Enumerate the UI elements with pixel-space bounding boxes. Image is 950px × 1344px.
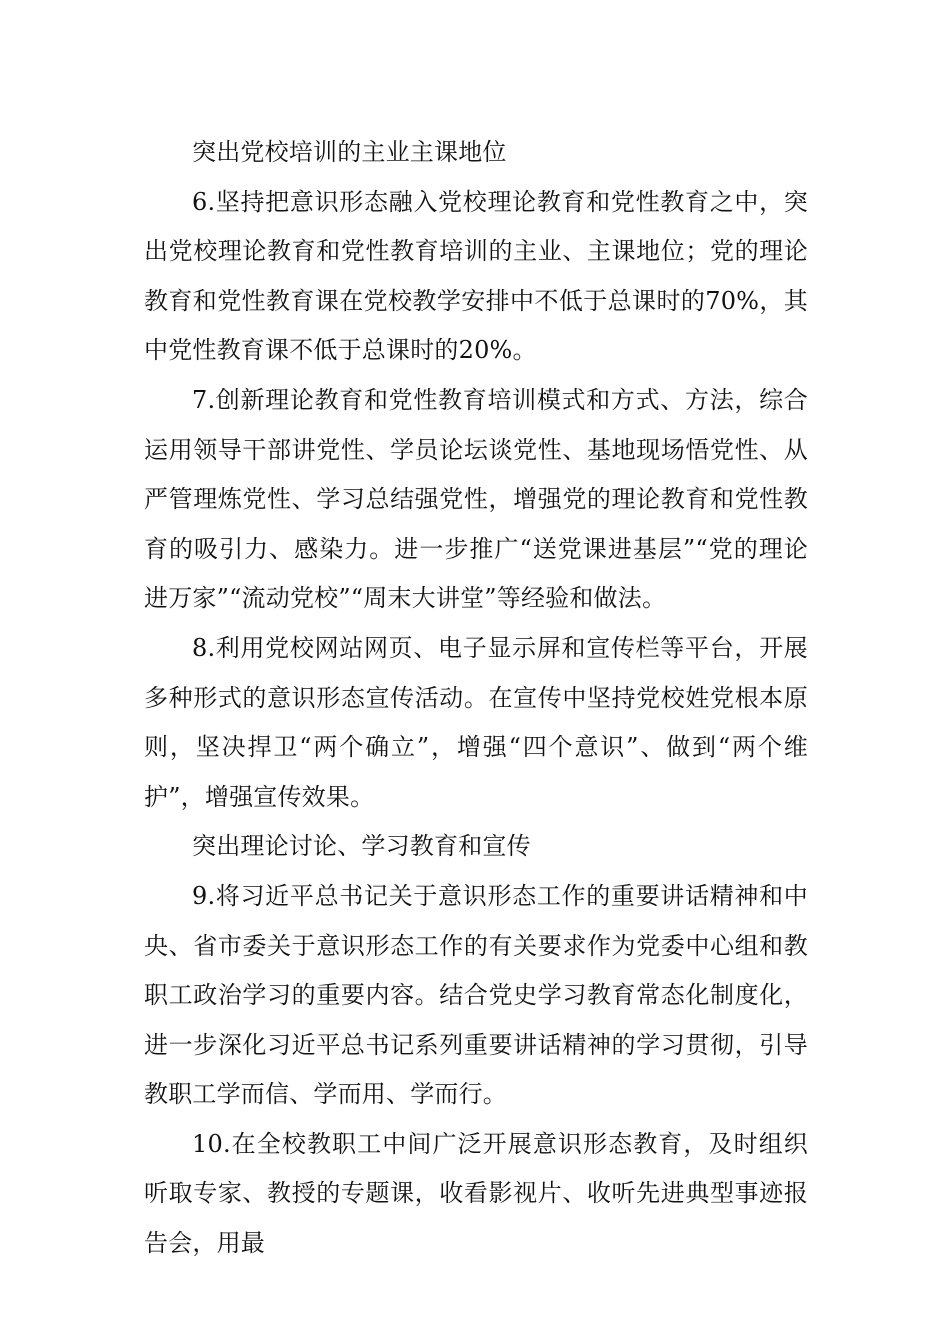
paragraph-item-9: 9.将习近平总书记关于意识形态工作的重要讲话精神和中央、省市委关于意识形态工作的有关要求作为党委中心组和教职工政治学习的重要内容。结合党史学习教育常态化制度化，进一步深化习近平总书记系列重要讲话精神的学习贯彻，引导教职工学而信、学而用、学而行。 <box>144 881 808 1109</box>
document-body <box>144 128 808 1269</box>
section-heading-party-school-training: 突出党校培训的主业主课地位 <box>192 138 507 166</box>
paragraph-item-6: 6.坚持把意识形态融入党校理论教育和党性教育之中，突出党校理论教育和党性教育培训的主业、主课地位；党的理论教育和党性教育课在党校教学安排中不低于总课时的70%，其中党性教育课不低于总课时的20%。 <box>144 187 808 365</box>
paragraph-item-8: 8.利用党校网站网页、电子显示屏和宣传栏等平台，开展多种形式的意识形态宣传活动。在宣传中坚持党校姓党根本原则，坚决捍卫“两个确立”，增强“四个意识”、做到“两个维护”，增强宣传效果。 <box>144 633 808 811</box>
section-heading-theory-study-publicity: 突出理论讨论、学习教育和宣传 <box>192 832 531 861</box>
paragraph-item-7: 7.创新理论教育和党性教育培训模式和方式、方法，综合运用领导干部讲党性、学员论坛谈党性、基地现场悟党性、从严管理炼党性、学习总结强党性，增强党的理论教育和党性教育的吸引力、感染力。进一步推广“送党课进基层”“党的理论进万家”“流动党校”“周末大讲堂”等经验和做法。 <box>144 385 808 613</box>
paragraph-item-10: 10.在全校教职工中间广泛开展意识形态教育，及时组织听取专家、教授的专题课，收看影视片、收听先进典型事迹报告会，用最 <box>144 1129 808 1258</box>
